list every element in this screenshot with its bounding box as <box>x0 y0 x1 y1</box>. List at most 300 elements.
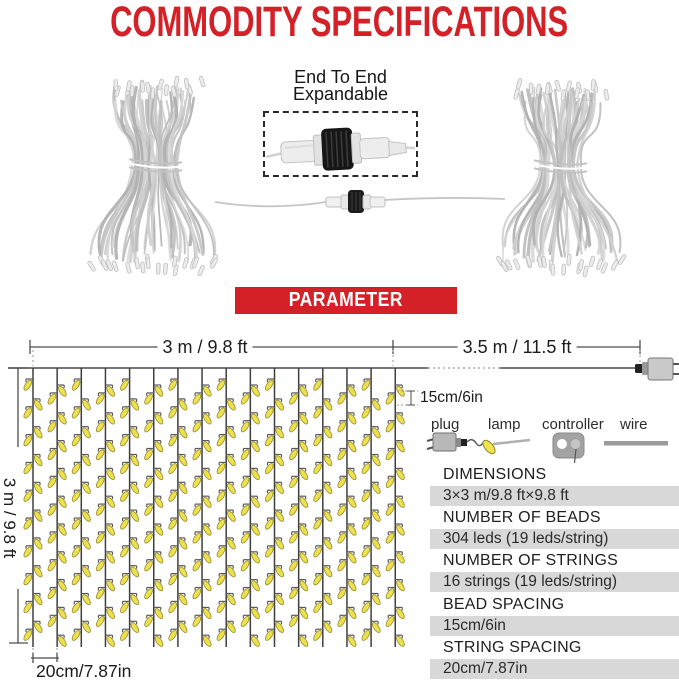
led-lamp <box>105 413 116 426</box>
led-lamp <box>361 601 372 614</box>
led-lamp <box>385 587 396 600</box>
led-lamp <box>250 413 261 426</box>
spec-header: NUMBER OF STRINGS <box>443 552 618 570</box>
led-lamp <box>178 566 189 579</box>
led-lamp <box>71 435 82 448</box>
string-spacing-label: 20cm/7.87in <box>36 661 132 681</box>
led-lamp <box>371 538 382 551</box>
led-lamp <box>119 407 130 420</box>
led-lamp <box>57 441 68 454</box>
led-lamp <box>22 435 33 448</box>
led-lamp <box>167 435 178 448</box>
led-lamp <box>154 580 165 593</box>
led-lamp <box>202 635 213 648</box>
led-lamp <box>33 454 44 467</box>
led-lamp <box>95 476 106 489</box>
led-lamp <box>202 496 213 509</box>
curtain-width-label: 3 m / 9.8 ft <box>157 338 252 356</box>
led-lamp <box>81 621 92 634</box>
led-lamp <box>323 427 334 440</box>
led-lamp <box>167 518 178 531</box>
led-lamp <box>385 504 396 517</box>
led-lamp <box>81 427 92 440</box>
led-lamp <box>312 518 323 531</box>
led-lamp <box>288 560 299 573</box>
led-lamp <box>191 615 202 628</box>
led-lamp <box>336 421 347 434</box>
led-lamp <box>312 546 323 559</box>
spec-value: 16 strings (19 leds/string) <box>430 572 679 592</box>
led-lamp <box>385 476 396 489</box>
led-lamp <box>395 524 406 537</box>
led-lamp <box>323 538 334 551</box>
led-lamp <box>191 448 202 461</box>
parameter-banner <box>235 287 457 314</box>
led-lamp <box>178 482 189 495</box>
led-lamp <box>167 462 178 475</box>
spec-header: BEAD SPACING <box>443 595 565 613</box>
led-lamp <box>47 615 58 628</box>
led-lamp <box>216 379 227 392</box>
led-lamp <box>298 496 309 509</box>
led-lamp <box>361 490 372 503</box>
led-lamp <box>33 510 44 523</box>
led-lamp <box>226 454 237 467</box>
led-lamp <box>347 607 358 620</box>
led-lamp <box>250 496 261 509</box>
led-lamp <box>57 635 68 648</box>
led-lamp <box>129 621 140 634</box>
led-lamp <box>264 435 275 448</box>
led-lamp <box>57 580 68 593</box>
led-lamp <box>336 448 347 461</box>
led-lamp <box>361 546 372 559</box>
led-lamp <box>216 407 227 420</box>
led-lamp <box>119 601 130 614</box>
led-lamp <box>143 504 154 517</box>
led-lamp <box>22 601 33 614</box>
led-lamp <box>119 574 130 587</box>
led-lamp <box>216 574 227 587</box>
led-lamp <box>47 476 58 489</box>
led-lamp <box>129 510 140 523</box>
led-lamp <box>154 496 165 509</box>
led-lamp <box>71 407 82 420</box>
led-lamp <box>129 427 140 440</box>
led-lamp <box>178 454 189 467</box>
led-lamp <box>312 435 323 448</box>
led-lamp <box>178 538 189 551</box>
led-lamp <box>298 552 309 565</box>
led-lamp <box>250 468 261 481</box>
led-lamp <box>371 510 382 523</box>
led-lamp <box>395 468 406 481</box>
led-lamp <box>226 566 237 579</box>
led-lamp <box>264 490 275 503</box>
led-lamp <box>347 580 358 593</box>
led-lamp <box>191 504 202 517</box>
led-lamp <box>323 454 334 467</box>
led-lamp <box>129 454 140 467</box>
controller-icon <box>553 433 584 463</box>
led-lamp <box>105 635 116 648</box>
page-title-text: COMMODITY SPECIFICATIONS <box>110 0 569 46</box>
led-lamp <box>57 385 68 398</box>
led-lamp <box>385 421 396 434</box>
led-lamp <box>264 379 275 392</box>
led-lamp <box>361 629 372 642</box>
string-spacing-bracket <box>31 648 59 663</box>
inline-connector <box>215 190 505 213</box>
led-lamp <box>336 615 347 628</box>
led-lamp <box>119 490 130 503</box>
led-lamp <box>167 601 178 614</box>
led-lamp <box>178 510 189 523</box>
led-lamp <box>129 399 140 412</box>
led-lamp <box>22 490 33 503</box>
led-lamp <box>33 566 44 579</box>
led-lamp <box>154 607 165 620</box>
light-bundle-left <box>87 76 218 276</box>
led-lamp <box>395 385 406 398</box>
led-lamp <box>347 413 358 426</box>
led-lamp <box>240 532 251 545</box>
led-lamp <box>191 587 202 600</box>
led-lamp <box>202 468 213 481</box>
led-lamp <box>143 393 154 406</box>
spec-value: 15cm/6in <box>430 616 679 636</box>
led-lamp <box>288 421 299 434</box>
plug-icon <box>427 433 484 451</box>
led-lamp <box>395 607 406 620</box>
led-lamp <box>119 518 130 531</box>
led-lamp <box>95 504 106 517</box>
led-lamp <box>216 601 227 614</box>
led-lamp <box>361 407 372 420</box>
led-lamp <box>71 601 82 614</box>
led-lamp <box>119 435 130 448</box>
led-lamp <box>202 552 213 565</box>
led-lamp <box>298 385 309 398</box>
led-lamp <box>47 421 58 434</box>
led-lamp <box>240 615 251 628</box>
led-lamp <box>154 524 165 537</box>
led-lamp <box>347 552 358 565</box>
led-lamp <box>250 580 261 593</box>
led-lamp <box>240 504 251 517</box>
led-lamp <box>323 399 334 412</box>
led-lamp <box>81 566 92 579</box>
led-lamp <box>202 580 213 593</box>
led-lamp <box>274 427 285 440</box>
led-lamp <box>57 552 68 565</box>
led-lamp <box>47 393 58 406</box>
led-lamp <box>288 476 299 489</box>
lamp-icon <box>481 438 530 456</box>
led-lamp <box>119 629 130 642</box>
led-lamp <box>274 454 285 467</box>
led-lamp <box>154 413 165 426</box>
led-lamp <box>71 518 82 531</box>
led-lamp <box>105 607 116 620</box>
led-lamp <box>22 462 33 475</box>
led-lamp <box>71 462 82 475</box>
led-lamp <box>361 462 372 475</box>
led-lamp <box>264 546 275 559</box>
led-lamp <box>95 421 106 434</box>
led-lamp <box>71 490 82 503</box>
led-lamp <box>240 587 251 600</box>
led-lamp <box>288 615 299 628</box>
led-lamp <box>143 587 154 600</box>
expandable-note-line2: Expandable <box>292 84 389 104</box>
led-lamp <box>226 482 237 495</box>
led-lamp <box>371 593 382 606</box>
led-lamp <box>95 615 106 628</box>
led-lamp <box>323 566 334 579</box>
led-lamp <box>395 441 406 454</box>
led-lamp <box>71 574 82 587</box>
led-lamp <box>71 546 82 559</box>
led-lamp <box>385 393 396 406</box>
led-lamp <box>81 593 92 606</box>
led-lamp <box>216 490 227 503</box>
led-lamp <box>312 574 323 587</box>
led-lamp <box>395 635 406 648</box>
led-lamp <box>81 538 92 551</box>
led-lamp <box>347 385 358 398</box>
led-lamp <box>47 587 58 600</box>
led-lamp <box>167 629 178 642</box>
led-lamp <box>298 413 309 426</box>
led-lamp <box>33 538 44 551</box>
led-lamp <box>336 587 347 600</box>
led-lamp <box>178 621 189 634</box>
led-lamp <box>47 532 58 545</box>
led-lamp <box>312 629 323 642</box>
led-lamp <box>143 476 154 489</box>
led-lamp <box>371 454 382 467</box>
led-lamp <box>298 524 309 537</box>
led-lamp <box>95 587 106 600</box>
led-lamp <box>22 379 33 392</box>
led-lamp <box>57 496 68 509</box>
spec-table <box>430 465 679 687</box>
led-lamp <box>226 427 237 440</box>
spec-header: DIMENSIONS <box>443 466 547 483</box>
led-lamp <box>385 560 396 573</box>
led-lamp <box>95 448 106 461</box>
led-lamp <box>298 635 309 648</box>
led-lamp <box>57 468 68 481</box>
led-lamp <box>264 574 275 587</box>
led-lamp <box>57 524 68 537</box>
led-lamp <box>274 482 285 495</box>
leader-lines <box>33 350 640 366</box>
led-lamp <box>312 379 323 392</box>
led-lamp <box>336 504 347 517</box>
led-lamp <box>119 546 130 559</box>
led-lamp <box>71 379 82 392</box>
led-lamp <box>371 399 382 412</box>
led-lamp <box>395 413 406 426</box>
led-lamp <box>385 532 396 545</box>
height-measurement <box>9 368 28 643</box>
light-bundle-right <box>496 78 627 277</box>
led-lamp <box>274 621 285 634</box>
led-lamp <box>371 482 382 495</box>
led-lamp <box>226 621 237 634</box>
legend-label-lamp: lamp <box>488 416 521 433</box>
led-lamp <box>312 462 323 475</box>
led-lamp <box>129 482 140 495</box>
top-measurement <box>30 340 640 354</box>
led-lamp <box>105 441 116 454</box>
led-lamp <box>264 629 275 642</box>
parameter-banner-text: PARAMETER <box>288 289 404 311</box>
led-lamp <box>216 546 227 559</box>
led-lamp <box>33 427 44 440</box>
legend-label-controller: controller <box>542 416 604 433</box>
led-lamp <box>129 538 140 551</box>
led-lamp <box>95 560 106 573</box>
led-lamp <box>395 496 406 509</box>
led-lamp <box>323 621 334 634</box>
led-lamp <box>226 399 237 412</box>
led-lamp <box>371 621 382 634</box>
led-lamp <box>336 393 347 406</box>
led-lamp <box>22 574 33 587</box>
led-lamp <box>312 601 323 614</box>
led-lamp <box>274 593 285 606</box>
led-lamp <box>274 399 285 412</box>
led-lamp <box>264 462 275 475</box>
led-lamp <box>22 407 33 420</box>
led-lamp <box>226 593 237 606</box>
led-lamp <box>347 496 358 509</box>
led-lamp <box>361 379 372 392</box>
led-lamp <box>298 468 309 481</box>
led-lamp <box>312 490 323 503</box>
led-lamp <box>33 593 44 606</box>
led-lamp <box>167 546 178 559</box>
led-lamp <box>191 560 202 573</box>
led-lamp <box>312 407 323 420</box>
led-lamp <box>202 524 213 537</box>
led-lamp <box>154 441 165 454</box>
spec-value: 304 leds (19 leds/string) <box>430 529 679 549</box>
led-lamp <box>22 629 33 642</box>
spec-header: NUMBER OF BEADS <box>443 509 601 527</box>
led-lamp <box>47 560 58 573</box>
led-lamp <box>395 552 406 565</box>
led-lamp <box>191 532 202 545</box>
legend-label-plug: plug <box>431 416 460 433</box>
led-lamp <box>250 635 261 648</box>
led-lamp <box>250 607 261 620</box>
led-lamp <box>105 468 116 481</box>
led-lamp <box>33 399 44 412</box>
led-lamp <box>361 574 372 587</box>
led-lamp <box>216 462 227 475</box>
led-lamp <box>240 393 251 406</box>
led-lamp <box>288 448 299 461</box>
led-lamp <box>264 518 275 531</box>
led-lamp <box>143 532 154 545</box>
led-lamp <box>395 580 406 593</box>
led-lamp <box>264 407 275 420</box>
led-lamp <box>154 468 165 481</box>
led-lamp <box>298 580 309 593</box>
led-lamp <box>143 615 154 628</box>
spec-value: 3×3 m/9.8 ft×9.8 ft <box>430 486 679 506</box>
led-lamp <box>167 379 178 392</box>
led-lamp <box>226 510 237 523</box>
led-lamp <box>143 421 154 434</box>
led-lamp <box>347 468 358 481</box>
led-lamp <box>250 385 261 398</box>
led-lamp <box>323 482 334 495</box>
led-lamp <box>71 629 82 642</box>
led-lamp <box>274 510 285 523</box>
led-lamp <box>361 518 372 531</box>
curtain-height-label: 3 m / 9.8 ft <box>0 477 19 559</box>
led-lamp <box>298 607 309 620</box>
led-lamp <box>371 427 382 440</box>
led-lamp <box>336 532 347 545</box>
led-lamp <box>143 448 154 461</box>
led-lamp <box>288 504 299 517</box>
led-lamp <box>178 593 189 606</box>
spec-header: STRING SPACING <box>443 638 582 656</box>
led-lamp <box>154 385 165 398</box>
led-lamp <box>226 538 237 551</box>
led-lamp <box>178 399 189 412</box>
led-lamp <box>57 607 68 620</box>
led-lamp <box>288 393 299 406</box>
led-lamp <box>202 385 213 398</box>
led-lamp <box>33 621 44 634</box>
led-lamp <box>250 552 261 565</box>
led-lamp <box>298 441 309 454</box>
lead-wire-label: 3.5 m / 11.5 ft <box>458 338 577 356</box>
led-lamp <box>22 518 33 531</box>
bead-spacing-label: 15cm/6in <box>420 389 483 406</box>
led-lamp <box>105 580 116 593</box>
led-lamp <box>240 560 251 573</box>
led-lamp <box>385 448 396 461</box>
led-lamp <box>129 566 140 579</box>
led-lamp <box>154 635 165 648</box>
led-lamp <box>191 393 202 406</box>
led-lamp <box>119 462 130 475</box>
led-lamp <box>216 435 227 448</box>
led-lamp <box>347 441 358 454</box>
led-lamp <box>250 524 261 537</box>
led-lamp <box>129 593 140 606</box>
power-plug <box>635 358 679 380</box>
led-lamp <box>288 532 299 545</box>
legend-label-wire: wire <box>620 416 648 433</box>
led-lamp <box>105 496 116 509</box>
curtain-strings <box>22 368 405 648</box>
led-lamp <box>250 441 261 454</box>
led-lamp <box>143 560 154 573</box>
led-lamp <box>347 524 358 537</box>
led-lamp <box>347 635 358 648</box>
led-lamp <box>288 587 299 600</box>
wire-icon <box>604 441 668 446</box>
